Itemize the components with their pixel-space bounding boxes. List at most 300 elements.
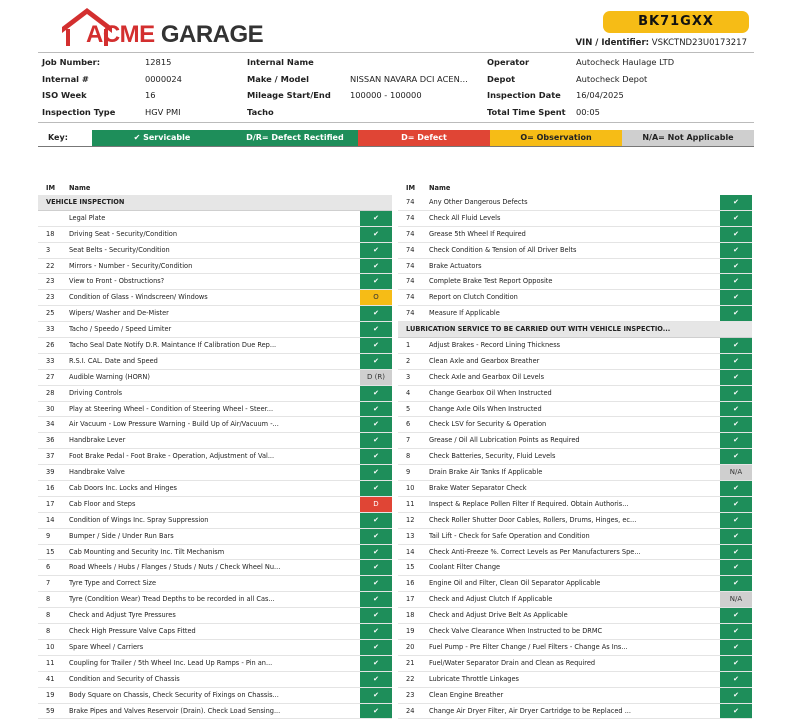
item-im: 1 xyxy=(398,338,429,353)
item-im: 74 xyxy=(398,274,429,289)
company-logo xyxy=(60,5,232,47)
item-name: Foot Brake Pedal - Foot Brake - Operation, Adjustment of Val... xyxy=(69,449,360,464)
item-im: 19 xyxy=(38,688,69,703)
checklist-row xyxy=(398,497,752,513)
info-label: Operator xyxy=(487,54,529,71)
checklist-row xyxy=(38,529,392,545)
check-icon: ✔ xyxy=(720,576,752,591)
item-im: 8 xyxy=(38,624,69,639)
checklist-row xyxy=(38,417,392,433)
check-icon: ✔ xyxy=(720,624,752,639)
item-name: Audible Warning (HORN) xyxy=(69,370,360,385)
item-name: Wipers/ Washer and De-Mister xyxy=(69,306,360,321)
item-name: Check and Adjust Drive Belt As Applicable xyxy=(429,608,720,623)
key-label: Key: xyxy=(38,130,92,146)
checklist-row xyxy=(398,243,752,259)
section-title: LUBRICATION SERVICE TO BE CARRIED OUT WITH VEHICLE INSPECTIO... xyxy=(398,322,752,337)
item-name: Drain Brake Air Tanks If Applicable xyxy=(429,465,720,480)
item-name: Play at Steering Wheel - Condition of Steering Wheel - Steer... xyxy=(69,402,360,417)
check-icon: ✔ xyxy=(720,306,752,321)
info-value: 16 xyxy=(145,87,156,104)
key-item: N/A= Not Applicable xyxy=(622,130,754,146)
check-icon: ✔ xyxy=(720,704,752,719)
logo-text: ACME GARAGE xyxy=(86,22,263,48)
item-name: Check Batteries, Security, Fluid Levels xyxy=(429,449,720,464)
item-im: 19 xyxy=(398,624,429,639)
check-icon: ✔ xyxy=(720,481,752,496)
status-badge: N/A xyxy=(720,465,752,480)
checklist-row xyxy=(398,227,752,243)
item-name: Seat Belts - Security/Condition xyxy=(69,243,360,258)
checklist-row xyxy=(38,259,392,275)
check-icon: ✔ xyxy=(360,338,392,353)
checklist-row xyxy=(398,402,752,418)
item-name: Report on Clutch Condition xyxy=(429,290,720,305)
item-im: 2 xyxy=(398,354,429,369)
checklist-row xyxy=(398,529,752,545)
checklist-row xyxy=(398,306,752,322)
check-icon: ✔ xyxy=(720,354,752,369)
info-label: Inspection Type xyxy=(42,104,115,121)
name-header: Name xyxy=(429,181,450,195)
right-checklist xyxy=(398,181,752,719)
check-icon: ✔ xyxy=(720,243,752,258)
check-icon: ✔ xyxy=(720,370,752,385)
checklist-row xyxy=(398,592,752,608)
checklist-row xyxy=(38,608,392,624)
key-item: O= Observation xyxy=(490,130,622,146)
check-icon: ✔ xyxy=(360,576,392,591)
info-label: Total Time Spent xyxy=(487,104,566,121)
item-name: Change Axle Oils When Instructed xyxy=(429,402,720,417)
item-name: Handbrake Valve xyxy=(69,465,360,480)
im-header: IM xyxy=(38,181,69,195)
item-im: 74 xyxy=(398,306,429,321)
info-label: Tacho xyxy=(247,104,274,121)
info-label: Internal # xyxy=(42,71,89,88)
item-im: 8 xyxy=(38,608,69,623)
item-name: Check Roller Shutter Door Cables, Rollers, Drums, Hinges, ec... xyxy=(429,513,720,528)
item-name: Cab Doors Inc. Locks and Hinges xyxy=(69,481,360,496)
check-icon: ✔ xyxy=(360,433,392,448)
info-label: Internal Name xyxy=(247,54,314,71)
checklist-row xyxy=(38,449,392,465)
divider xyxy=(38,122,754,123)
item-im: 7 xyxy=(398,433,429,448)
check-icon: ✔ xyxy=(720,513,752,528)
check-icon: ✔ xyxy=(360,211,392,226)
item-im: 59 xyxy=(38,704,69,719)
check-icon: ✔ xyxy=(360,449,392,464)
item-im: 6 xyxy=(38,560,69,575)
item-name: Brake Pipes and Valves Reservoir (Drain). Check Load Sensing... xyxy=(69,704,360,719)
checklist-row xyxy=(398,481,752,497)
item-name: Spare Wheel / Carriers xyxy=(69,640,360,655)
checklist-row xyxy=(398,211,752,227)
info-label: Job Number: xyxy=(42,54,100,71)
checklist-row xyxy=(38,576,392,592)
check-icon: ✔ xyxy=(720,433,752,448)
item-im: 8 xyxy=(38,592,69,607)
item-name: Measure If Applicable xyxy=(429,306,720,321)
item-im: 14 xyxy=(38,513,69,528)
check-icon: ✔ xyxy=(360,704,392,719)
table-header xyxy=(38,181,392,195)
item-name: Brake Actuators xyxy=(429,259,720,274)
check-icon: ✔ xyxy=(360,608,392,623)
info-label: Depot xyxy=(487,71,515,88)
item-im: 37 xyxy=(38,449,69,464)
info-label: Inspection Date xyxy=(487,87,561,104)
item-name: Check High Pressure Valve Caps Fitted xyxy=(69,624,360,639)
check-icon: ✔ xyxy=(720,608,752,623)
item-im: 21 xyxy=(398,656,429,671)
check-icon: ✔ xyxy=(720,560,752,575)
key-item: D/R= Defect Rectified xyxy=(232,130,358,146)
item-im: 12 xyxy=(398,513,429,528)
check-icon: ✔ xyxy=(360,545,392,560)
item-im: 34 xyxy=(38,417,69,432)
item-name: Air Vacuum - Low Pressure Warning - Build Up of Air/Vacuum -... xyxy=(69,417,360,432)
item-im: 15 xyxy=(398,560,429,575)
item-name: Legal Plate xyxy=(69,211,360,226)
check-icon: ✔ xyxy=(360,306,392,321)
checklist-row xyxy=(398,640,752,656)
check-icon: ✔ xyxy=(360,640,392,655)
item-name: Condition of Glass - Windscreen/ Windows xyxy=(69,290,360,305)
checklist-row xyxy=(38,545,392,561)
item-im: 10 xyxy=(398,481,429,496)
item-name: R.S.I. CAL. Date and Speed xyxy=(69,354,360,369)
status-key xyxy=(38,130,754,147)
status-badge: N/A xyxy=(720,592,752,607)
item-name: Body Square on Chassis, Check Security of Fixings on Chassis... xyxy=(69,688,360,703)
item-name: Fuel/Water Separator Drain and Clean as Required xyxy=(429,656,720,671)
check-icon: ✔ xyxy=(720,274,752,289)
checklist-row xyxy=(38,672,392,688)
checklist-row xyxy=(38,211,392,227)
item-im: 24 xyxy=(398,704,429,719)
info-value: HGV PMI xyxy=(145,104,181,121)
key-item: ✔ Servicable xyxy=(92,130,232,146)
section-title: VEHICLE INSPECTION xyxy=(38,195,392,210)
divider xyxy=(38,52,754,53)
checklist-row xyxy=(38,497,392,513)
item-im: 74 xyxy=(398,290,429,305)
checklist-row xyxy=(398,417,752,433)
item-name: Check Valve Clearance When Instructed to be DRMC xyxy=(429,624,720,639)
checklist-row xyxy=(38,227,392,243)
checklist-row xyxy=(38,513,392,529)
check-icon: ✔ xyxy=(360,402,392,417)
checklist-row xyxy=(398,688,752,704)
check-icon: ✔ xyxy=(360,243,392,258)
checklist-row xyxy=(38,243,392,259)
checklist-row xyxy=(38,481,392,497)
check-icon: ✔ xyxy=(360,529,392,544)
item-name: Check and Adjust Tyre Pressures xyxy=(69,608,360,623)
item-name: Adjust Brakes - Record Lining Thickness xyxy=(429,338,720,353)
status-badge: D xyxy=(360,497,392,512)
check-icon: ✔ xyxy=(360,672,392,687)
item-im: 23 xyxy=(398,688,429,703)
check-icon: ✔ xyxy=(720,259,752,274)
checklist-row xyxy=(38,322,392,338)
info-value: 00:05 xyxy=(576,104,600,121)
item-im: 22 xyxy=(398,672,429,687)
item-im: 74 xyxy=(398,195,429,210)
item-name: Tacho Seal Date Notify D.R. Maintance If Calibration Due Rep... xyxy=(69,338,360,353)
checklist-row xyxy=(38,306,392,322)
info-value: 12815 xyxy=(145,54,171,71)
check-icon: ✔ xyxy=(360,481,392,496)
checklist-row xyxy=(398,386,752,402)
item-name: Mirrors - Number - Security/Condition xyxy=(69,259,360,274)
item-im: 8 xyxy=(398,449,429,464)
status-badge: D (R) xyxy=(360,370,392,385)
info-value: 100000 - 100000 xyxy=(350,87,422,104)
check-icon: ✔ xyxy=(720,497,752,512)
checklist-row xyxy=(398,195,752,211)
item-im: 33 xyxy=(38,354,69,369)
check-icon: ✔ xyxy=(720,417,752,432)
checklist-row xyxy=(38,656,392,672)
info-value: 0000024 xyxy=(145,71,182,88)
item-im: 36 xyxy=(38,433,69,448)
check-icon: ✔ xyxy=(720,656,752,671)
item-im: 6 xyxy=(398,417,429,432)
checklist-row xyxy=(38,704,392,719)
checklist-row xyxy=(38,274,392,290)
item-name: Clean Axle and Gearbox Breather xyxy=(429,354,720,369)
item-im: 9 xyxy=(398,465,429,480)
checklist-row xyxy=(398,545,752,561)
checklist-row xyxy=(398,354,752,370)
checklist-row xyxy=(38,290,392,306)
check-icon: ✔ xyxy=(360,513,392,528)
check-icon: ✔ xyxy=(360,592,392,607)
left-checklist xyxy=(38,181,392,719)
check-icon: ✔ xyxy=(720,338,752,353)
item-name: Check Anti-Freeze %. Correct Levels as Per Manufacturers Spe... xyxy=(429,545,720,560)
item-im: 74 xyxy=(398,211,429,226)
item-name: Lubricate Throttle Linkages xyxy=(429,672,720,687)
checklist-row xyxy=(38,402,392,418)
check-icon: ✔ xyxy=(720,211,752,226)
check-icon: ✔ xyxy=(720,545,752,560)
info-value: Autocheck Depot xyxy=(576,71,647,88)
info-label: ISO Week xyxy=(42,87,87,104)
check-icon: ✔ xyxy=(720,529,752,544)
item-name: Cab Floor and Steps xyxy=(69,497,360,512)
check-icon: ✔ xyxy=(720,227,752,242)
item-im: 4 xyxy=(398,386,429,401)
item-name: Check and Adjust Clutch If Applicable xyxy=(429,592,720,607)
checklist-row xyxy=(398,259,752,275)
checklist-row xyxy=(398,465,752,481)
item-name: Grease 5th Wheel If Required xyxy=(429,227,720,242)
item-im: 22 xyxy=(38,259,69,274)
name-header: Name xyxy=(69,181,90,195)
info-value: 16/04/2025 xyxy=(576,87,624,104)
item-name: Check Axle and Gearbox Oil Levels xyxy=(429,370,720,385)
check-icon: ✔ xyxy=(360,417,392,432)
item-im: 14 xyxy=(398,545,429,560)
item-im: 30 xyxy=(38,402,69,417)
check-icon: ✔ xyxy=(720,290,752,305)
item-name: Tyre Type and Correct Size xyxy=(69,576,360,591)
item-im: 5 xyxy=(398,402,429,417)
item-im: 27 xyxy=(38,370,69,385)
item-im: 11 xyxy=(398,497,429,512)
checklist-row xyxy=(398,624,752,640)
checklist-row xyxy=(398,274,752,290)
item-name: Tacho / Speedo / Speed Limiter xyxy=(69,322,360,337)
item-im: 33 xyxy=(38,322,69,337)
checklist-row xyxy=(38,433,392,449)
check-icon: ✔ xyxy=(360,386,392,401)
check-icon: ✔ xyxy=(360,688,392,703)
item-im: 28 xyxy=(38,386,69,401)
checklist-row xyxy=(38,688,392,704)
check-icon: ✔ xyxy=(720,402,752,417)
key-item: D= Defect xyxy=(358,130,490,146)
item-name: Check Condition & Tension of All Driver Belts xyxy=(429,243,720,258)
check-icon: ✔ xyxy=(360,322,392,337)
checklist-row xyxy=(38,354,392,370)
item-name: Handbrake Lever xyxy=(69,433,360,448)
checklist-row xyxy=(38,624,392,640)
checklist-row xyxy=(398,433,752,449)
item-im: 18 xyxy=(398,608,429,623)
registration-plate: BK71GXX xyxy=(603,11,749,33)
item-im: 3 xyxy=(38,243,69,258)
item-name: View to Front - Obstructions? xyxy=(69,274,360,289)
item-name: Complete Brake Test Report Opposite xyxy=(429,274,720,289)
check-icon: ✔ xyxy=(360,274,392,289)
info-value: Autocheck Haulage LTD xyxy=(576,54,674,71)
item-name: Driving Seat - Security/Condition xyxy=(69,227,360,242)
item-im: 39 xyxy=(38,465,69,480)
item-im: 74 xyxy=(398,227,429,242)
item-im: 16 xyxy=(38,481,69,496)
check-icon: ✔ xyxy=(720,688,752,703)
item-im: 26 xyxy=(38,338,69,353)
check-icon: ✔ xyxy=(720,640,752,655)
item-name: Inspect & Replace Pollen Filter If Required. Obtain Authoris... xyxy=(429,497,720,512)
item-im: 25 xyxy=(38,306,69,321)
info-label: Mileage Start/End xyxy=(247,87,331,104)
check-icon: ✔ xyxy=(720,386,752,401)
item-im: 23 xyxy=(38,290,69,305)
item-name: Driving Controls xyxy=(69,386,360,401)
check-icon: ✔ xyxy=(360,656,392,671)
item-im: 3 xyxy=(398,370,429,385)
item-name: Coolant Filter Change xyxy=(429,560,720,575)
item-im: 7 xyxy=(38,576,69,591)
checklist-row xyxy=(398,370,752,386)
item-name: Any Other Dangerous Defects xyxy=(429,195,720,210)
check-icon: ✔ xyxy=(360,354,392,369)
item-name: Grease / Oil All Lubrication Points as Required xyxy=(429,433,720,448)
item-im: 13 xyxy=(398,529,429,544)
item-name: Change Air Dryer Filter, Air Dryer Cartridge to be Replaced ... xyxy=(429,704,720,719)
item-name: Fuel Pump - Pre Filter Change / Fuel Filters - Change As Ins... xyxy=(429,640,720,655)
check-icon: ✔ xyxy=(720,195,752,210)
item-im: 41 xyxy=(38,672,69,687)
checklist-row xyxy=(398,608,752,624)
section-header xyxy=(38,195,392,211)
checklist-row xyxy=(38,338,392,354)
item-name: Change Gearbox Oil When Instructed xyxy=(429,386,720,401)
checklist-row xyxy=(398,656,752,672)
item-im: 23 xyxy=(38,274,69,289)
checklist-row xyxy=(38,465,392,481)
check-icon: ✔ xyxy=(360,560,392,575)
table-header xyxy=(398,181,752,195)
item-name: Condition and Security of Chassis xyxy=(69,672,360,687)
check-icon: ✔ xyxy=(720,449,752,464)
check-icon: ✔ xyxy=(360,259,392,274)
checklist-row xyxy=(398,560,752,576)
item-name: Check All Fluid Levels xyxy=(429,211,720,226)
section-header xyxy=(398,322,752,338)
checklist-row xyxy=(398,449,752,465)
checklist-row xyxy=(38,560,392,576)
checklist-row xyxy=(398,704,752,719)
item-im: 11 xyxy=(38,656,69,671)
item-name: Cab Mounting and Security Inc. Tilt Mechanism xyxy=(69,545,360,560)
check-icon: ✔ xyxy=(360,227,392,242)
item-name: Tyre (Condition Wear) Tread Depths to be recorded in all Cas... xyxy=(69,592,360,607)
checklist-row xyxy=(38,592,392,608)
checklist-row xyxy=(398,513,752,529)
item-im: 17 xyxy=(398,592,429,607)
item-name: Clean Engine Breather xyxy=(429,688,720,703)
item-name: Tail Lift - Check for Safe Operation and Condition xyxy=(429,529,720,544)
item-name: Bumper / Side / Under Run Bars xyxy=(69,529,360,544)
im-header: IM xyxy=(398,181,429,195)
item-im: 20 xyxy=(398,640,429,655)
item-im: 9 xyxy=(38,529,69,544)
item-im: 74 xyxy=(398,259,429,274)
item-im: 15 xyxy=(38,545,69,560)
item-name: Brake Water Separator Check xyxy=(429,481,720,496)
item-im: 74 xyxy=(398,243,429,258)
check-icon: ✔ xyxy=(720,672,752,687)
item-im xyxy=(38,211,69,226)
checklist-row xyxy=(398,672,752,688)
check-icon: ✔ xyxy=(360,624,392,639)
item-im: 10 xyxy=(38,640,69,655)
checklist-row xyxy=(38,386,392,402)
vin-identifier: VIN / Identifier: VSKCTND23U0173217 xyxy=(575,38,747,48)
checklist-row xyxy=(38,370,392,386)
check-icon: ✔ xyxy=(360,465,392,480)
item-name: Road Wheels / Hubs / Flanges / Studs / Nuts / Check Wheel Nu... xyxy=(69,560,360,575)
info-value: NISSAN NAVARA DCI ACEN... xyxy=(350,71,468,88)
item-name: Coupling for Trailer / 5th Wheel Inc. Lead Up Ramps - Pin an... xyxy=(69,656,360,671)
info-label: Make / Model xyxy=(247,71,309,88)
item-im: 16 xyxy=(398,576,429,591)
item-name: Engine Oil and Filter, Clean Oil Separator Applicable xyxy=(429,576,720,591)
item-im: 17 xyxy=(38,497,69,512)
item-name: Check LSV for Security & Operation xyxy=(429,417,720,432)
item-im: 18 xyxy=(38,227,69,242)
checklist-row xyxy=(398,338,752,354)
checklist-row xyxy=(398,576,752,592)
status-badge: O xyxy=(360,290,392,305)
